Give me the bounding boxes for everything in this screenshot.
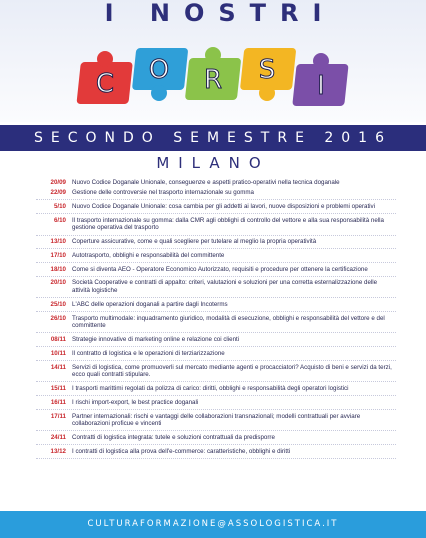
course-date: 15/11 xyxy=(50,384,66,392)
course-title: Coperture assicurative, come e quali scegliere per tutelare al meglio la propria operatività xyxy=(72,238,317,246)
course-title: Strategie innovative di marketing online e relazione coi clienti xyxy=(72,336,240,343)
course-title: Servizi di logistica, come promuoverli sul mercato mediante agenti e procacciatori? Acquisto di beni e servizi da terzi, ecco quali contratti stipulare. xyxy=(72,363,392,379)
course-title: Nuovo Codice Doganale Unionale, conseguenze e aspetti pratico-operativi nella tecnica doganale xyxy=(72,179,340,186)
course-title: Partner internazionali: rischi e vantaggi delle collaborazioni transnazionali; modelli contrattuali per avviare collaborazioni proficue e vincenti xyxy=(72,412,361,428)
course-row xyxy=(36,263,396,277)
puzzle-letter: O xyxy=(148,55,170,85)
course-date: 13/10 xyxy=(50,238,66,246)
course-title: Autotrasporto, obblighi e responsabilità del committente xyxy=(72,251,225,259)
contact-email-banner[interactable] xyxy=(0,511,426,538)
course-date: 24/11 xyxy=(50,433,66,441)
course-row xyxy=(36,179,396,187)
course-title: Nuovo Codice Doganale Unionale: cosa cambia per gli addetti ai lavori, nuove disposizioni e problemi operativi xyxy=(72,202,376,210)
course-date: 25/10 xyxy=(50,300,66,308)
course-row xyxy=(36,361,396,382)
course-date: 14/11 xyxy=(50,363,66,371)
course-date: 6/10 xyxy=(53,216,66,224)
course-row xyxy=(36,214,396,235)
course-row xyxy=(36,312,396,333)
course-row xyxy=(36,410,396,431)
page-title: I NOSTRI xyxy=(104,0,336,27)
course-date: 17/10 xyxy=(50,251,66,259)
course-title: Contratti di logistica integrata: tutele e soluzioni contrattuali da predisporre xyxy=(72,433,275,441)
course-date: 16/11 xyxy=(50,398,66,406)
course-date: 22/09 xyxy=(50,189,66,197)
course-date: 20/10 xyxy=(50,279,66,287)
course-row xyxy=(36,298,396,312)
course-title: I trasporti marittimi regolati da polizza di carico: diritti, obblighi e responsabilità degli operatori logistici xyxy=(72,384,349,392)
puzzle-piece xyxy=(132,48,188,101)
course-title: Gestione delle controversie nel trasporto internazionale su gomma xyxy=(72,189,254,197)
puzzle-piece xyxy=(292,53,348,106)
course-title: Il contratto di logistica e le operazioni di terziarizzazione xyxy=(72,349,225,357)
puzzle-letter: R xyxy=(203,65,223,95)
puzzle-piece xyxy=(185,47,241,100)
city-heading: MILANO xyxy=(156,154,270,172)
course-row xyxy=(36,249,396,263)
course-row xyxy=(36,236,396,250)
course-row xyxy=(36,347,396,361)
course-row xyxy=(36,333,396,347)
contact-email[interactable]: CULTURAFORMAZIONE@ASSOLOGISTICA.IT xyxy=(87,519,339,529)
puzzle-letter: I xyxy=(317,71,325,101)
course-title: Trasporto multimodale: inquadramento giuridico, modalità di esecuzione, obblighi e responsabilità del vettore e del committente xyxy=(72,314,385,330)
puzzle-graphic xyxy=(76,32,350,116)
course-date: 18/10 xyxy=(50,265,66,273)
course-row xyxy=(36,187,396,201)
course-title: I rischi import-export, le best practice doganali xyxy=(72,398,199,406)
course-date: 26/10 xyxy=(50,314,66,322)
course-title: L'ABC delle operazioni doganali a partire dagli Incoterms xyxy=(72,300,228,308)
course-title: Come si diventa AEO - Operatore Economico Autorizzato, requisiti e procedure per ottenere la certificazione xyxy=(72,265,368,273)
course-row xyxy=(36,396,396,410)
puzzle-piece xyxy=(76,51,132,104)
course-row xyxy=(36,200,396,214)
course-list xyxy=(36,179,396,459)
course-date: 5/10 xyxy=(53,202,66,210)
course-title: I contratti di logistica alla prova dell'e-commerce: caratteristiche, obblighi e diritti xyxy=(72,447,291,455)
course-row xyxy=(36,431,396,445)
course-title: Società Cooperative e contratti di appalto: criteri, valutazioni e soluzioni per una corretta esternalizzazione delle attività logistiche xyxy=(72,279,378,295)
course-date: 20/09 xyxy=(50,179,66,186)
puzzle-letter: S xyxy=(258,55,276,85)
course-row xyxy=(36,382,396,396)
semester-banner: SECONDO SEMESTRE 2016 xyxy=(0,125,426,151)
puzzle-piece xyxy=(240,48,296,101)
course-row xyxy=(36,277,396,298)
course-title: Il trasporto internazionale su gomma: dalla CMR agli obblighi di controllo del vettore e alla sua responsabilità nella gestione operativa del trasporto xyxy=(72,216,384,232)
course-date: 13/12 xyxy=(50,447,66,455)
course-date: 10/11 xyxy=(50,349,66,357)
course-row xyxy=(36,445,396,459)
course-date: 17/11 xyxy=(50,412,66,420)
puzzle-letter: C xyxy=(95,69,115,99)
course-date: 08/11 xyxy=(50,336,66,343)
